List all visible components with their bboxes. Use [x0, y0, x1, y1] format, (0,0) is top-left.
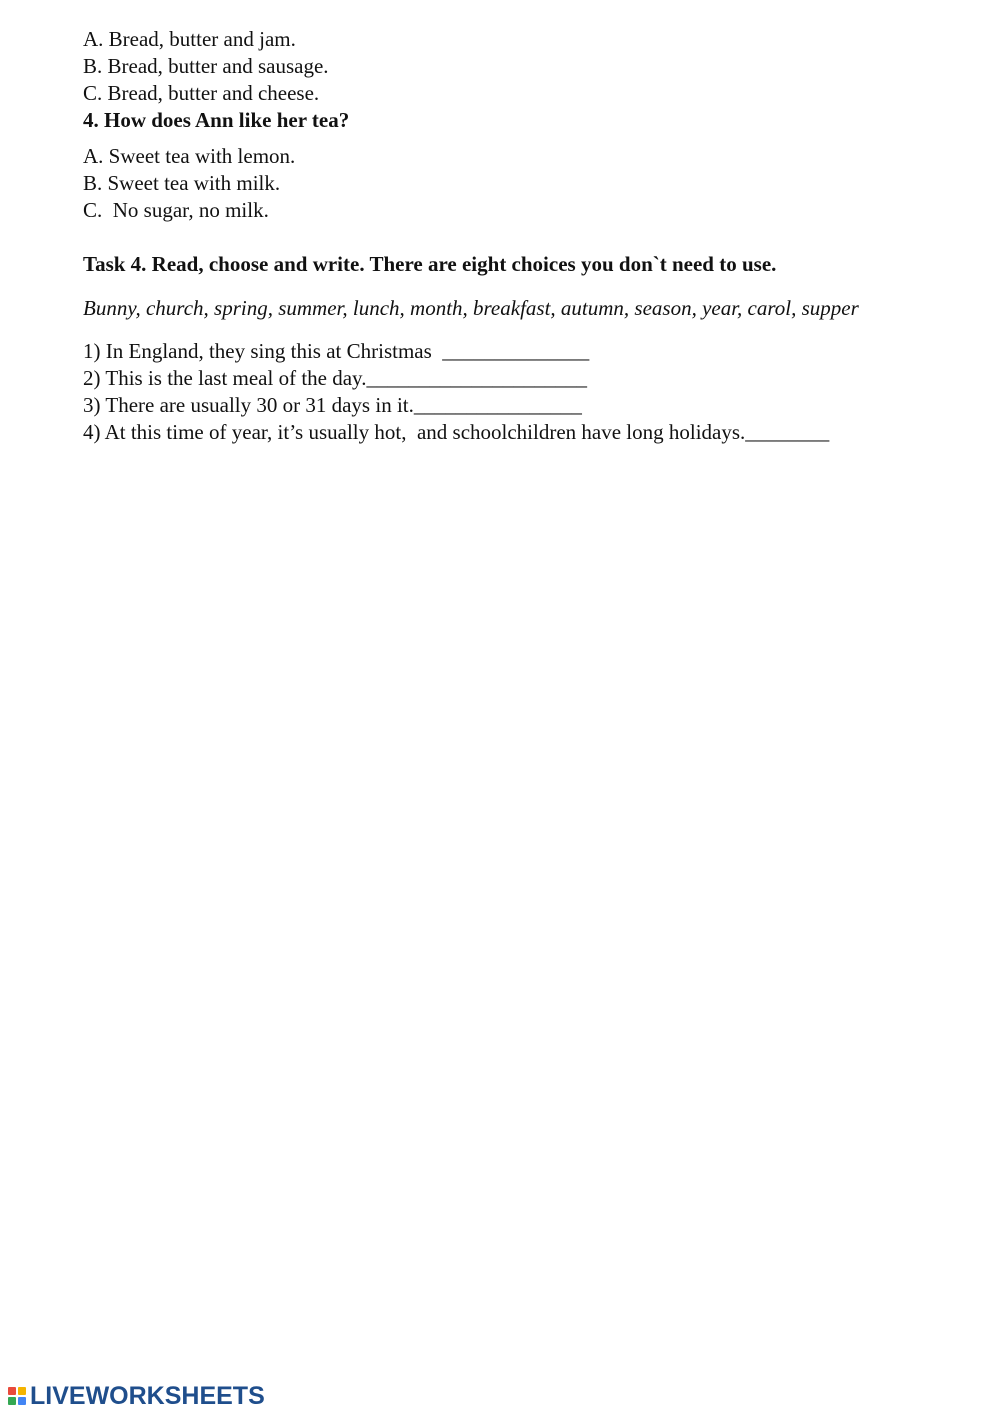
task-4-item-4[interactable]: 4) At this time of year, it’s usually hot, and schoolchildren have long holidays.________ [83, 420, 830, 444]
option-3b[interactable]: B. Bread, butter and sausage. [83, 54, 329, 78]
task-4-item-1[interactable]: 1) In England, they sing this at Christmas ______________ [83, 339, 590, 363]
liveworksheets-logo-icon [8, 1387, 26, 1405]
task-4-items [83, 338, 943, 446]
logo-square-4 [18, 1397, 26, 1405]
logo-square-3 [8, 1397, 16, 1405]
question-4-title: 4. How does Ann like her tea? [83, 108, 350, 132]
question-3-options [83, 26, 943, 107]
task-4-title: Task 4. Read, choose and write. There are eight choices you don`t need to use. [83, 252, 777, 276]
task-4-item-2[interactable]: 2) This is the last meal of the day._____________________ [83, 366, 587, 390]
liveworksheets-footer [8, 1380, 265, 1412]
liveworksheets-logo-text: LIVEWORKSHEETS [30, 1382, 265, 1410]
option-3a[interactable]: A. Bread, butter and jam. [83, 27, 296, 51]
option-3c[interactable]: C. Bread, butter and cheese. [83, 81, 320, 105]
question-4-options [83, 143, 943, 224]
logo-square-1 [8, 1387, 16, 1395]
task-4-item-3[interactable]: 3) There are usually 30 or 31 days in it.________________ [83, 393, 582, 417]
logo-square-2 [18, 1387, 26, 1395]
option-4a[interactable]: A. Sweet tea with lemon. [83, 144, 296, 168]
option-4b[interactable]: B. Sweet tea with milk. [83, 171, 281, 195]
worksheet-page [83, 26, 943, 446]
word-bank: Bunny, church, spring, summer, lunch, month, breakfast, autumn, season, year, carol, supper [83, 296, 859, 320]
option-4c[interactable]: C. No sugar, no milk. [83, 198, 269, 222]
